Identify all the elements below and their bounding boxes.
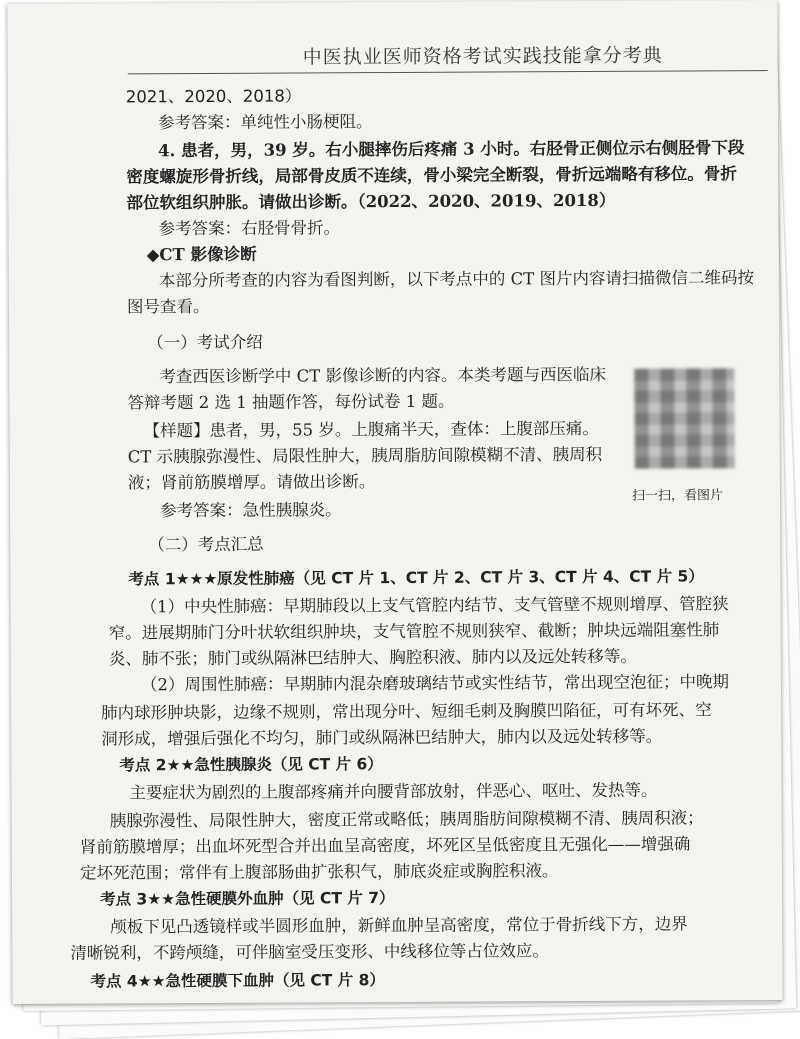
text-line: 2021、2020、2018） — [125, 86, 302, 107]
text-line: 图号查看。 — [126, 296, 210, 317]
text-line: 本部分所考查的内容为看图判断，以下考点中的 CT 图片内容请扫描微信二维码按 — [158, 268, 755, 291]
text-line: 4. 患者，男，39 岁。右小腿摔伤后疼痛 3 小时。右胫骨正侧位示右侧胫骨下段 — [158, 138, 745, 161]
text-line: 定坏死范围；常伴有上腹部肠曲扩张积气，肺底炎症或胸腔积液。 — [79, 861, 559, 883]
text-line: 参考答案：急性胰腺炎。 — [159, 500, 342, 521]
text-line: 肺内球形肿块影，边缘不规则，常出现分叶、短细毛刺及胸膜凹陷征，可有坏死、空 — [101, 700, 712, 723]
header-rule — [128, 70, 768, 74]
text-line: 清晰锐利，不跨颅缝，可伴脑室受压变形、中线移位等占位效应。 — [70, 941, 549, 963]
text-line: （1）中央性肺癌：早期肺段以上支气管腔内结节、支气管壁不规则增厚、管腔狭 — [140, 594, 729, 617]
subsection-heading: （一）考试介绍 — [147, 332, 263, 353]
section-heading: ◆CT 影像诊断 — [146, 244, 257, 265]
text-line: 【样题】患者，男，55 岁。上腹痛半天，查体：上腹部压痛。 — [143, 418, 599, 441]
text-line: 液；肾前筋膜增厚。请做出诊断。 — [127, 472, 376, 493]
text-line: 参考答案：单纯性小肠梗阻。 — [157, 112, 373, 133]
text-line: 部位软组织肿胀。请做出诊断。（2022、2020、2019、2018） — [126, 190, 616, 213]
qr-code-image — [634, 368, 735, 469]
point-heading: 考点 2★★急性胰腺炎（见 CT 片 6） — [119, 755, 383, 775]
point-heading: 考点 1★★★原发性肺癌（见 CT 片 1、CT 片 2、CT 片 3、CT 片 4、CT 片 5） — [128, 567, 704, 589]
book-page — [7, 0, 782, 1004]
text-line: 主要症状为剧烈的上腹部疼痛并向腰背部放射，伴恶心、呕吐、发热等。 — [129, 780, 658, 803]
text-line: 胰腺弥漫性、局限性肿大，密度正常或略低；胰周脂肪间隙模糊不清、胰周积液； — [109, 808, 704, 831]
text-line: 密度螺旋形骨折线，局部骨皮质不连续，骨小梁完全断裂，骨折远端略有移位。骨折 — [126, 164, 737, 187]
text-line: 洞形成，增强后强化不均匀，肺门或纵隔淋巴结肿大，肺内以及远处转移等。 — [101, 726, 663, 749]
text-line: 肾前筋膜增厚；出血坏死型合并出血呈高密度，坏死区呈低密度且无强化——增强确 — [79, 834, 691, 857]
subsection-heading: （二）考点汇总 — [148, 534, 264, 555]
text-line: 考查西医诊断学中 CT 影像诊断的内容。本类考题与西医临床 — [159, 364, 607, 387]
text-line: （2）周围性肺癌：早期肺内混杂磨玻璃结节或实性结节，常出现空泡征；中晚期 — [140, 672, 729, 695]
text-line: 答辩考题 2 选 1 抽题作答，每份试卷 1 题。 — [127, 391, 455, 413]
text-line: 窄。进展期肺门分叶状软组织肿块，支气管腔不规则狭窄、截断；肿块远端阻塞性肺 — [108, 620, 720, 643]
point-heading: 考点 3★★急性硬膜外血肿（见 CT 片 7） — [100, 889, 395, 909]
point-heading: 考点 4★★急性硬膜下血肿（见 CT 片 8） — [90, 971, 385, 991]
text-line: 参考答案：右胫骨骨折。 — [158, 218, 341, 239]
text-line: CT 示胰腺弥漫性、局限性肿大，胰周脂肪间隙模糊不清、胰周积 — [127, 444, 603, 467]
qr-caption: 扫一扫，看图片 — [631, 488, 724, 504]
text-line: 颅板下见凸透镜样或半圆形血肿，新鲜血肿呈高密度，常位于骨折线下方，边界 — [110, 914, 688, 937]
running-header: 中医执业医师资格考试实践技能拿分考典 — [302, 44, 663, 69]
text-line: 炎、肺不张；肺门或纵隔淋巴结肿大、胸腔积液、肺内以及远处转移等。 — [108, 646, 637, 669]
